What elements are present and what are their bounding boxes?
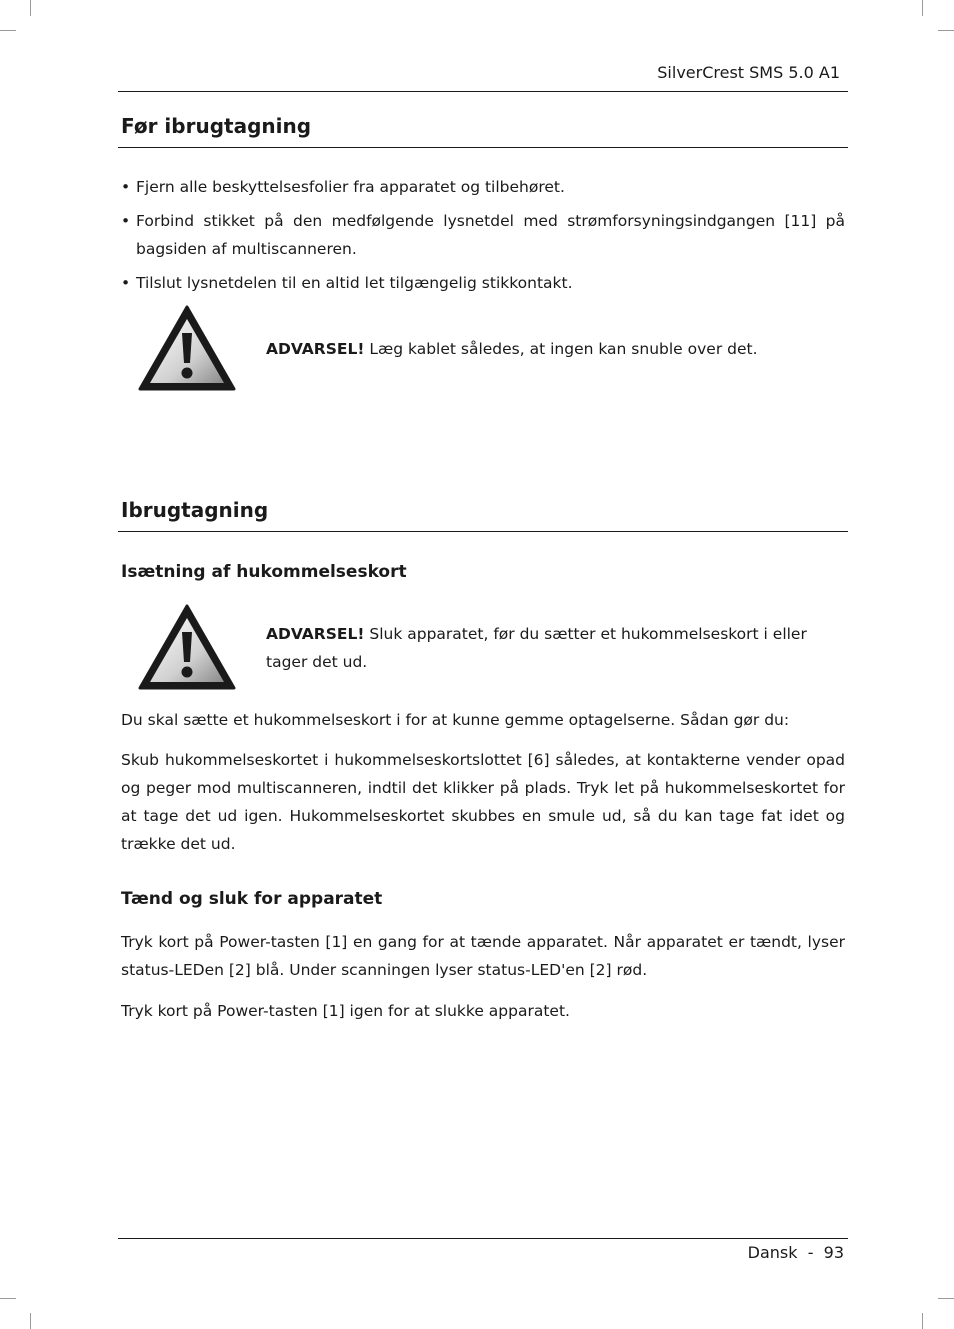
crop-mark <box>938 30 954 31</box>
bullet-item <box>121 207 845 263</box>
paragraph: Skub hukommelseskortet i hukommelseskortslottet [6] således, at kontakterne vender opad og peger mod multiscanneren, indtil det klikker på plads. Tryk let på hukommelseskortet for at tage det ud igen. Hukommelseskortet skubbes en smule ud, så du kan tage fat idet og trække det ud. <box>121 751 845 853</box>
warning-triangle-icon <box>138 604 236 690</box>
header-rule <box>118 91 848 92</box>
bullet-text: Tilslut lysnetdelen til en altid let tilgængelig stikkontakt. <box>136 274 573 292</box>
warning-label: ADVARSEL! <box>266 340 365 358</box>
page-number: 93 <box>823 1243 844 1262</box>
warning-text <box>266 335 846 363</box>
paragraph: Tryk kort på Power-tasten [1] igen for at slukke apparatet. <box>121 1002 570 1020</box>
crop-mark <box>938 1298 954 1299</box>
bullet-item <box>121 173 845 201</box>
bullet-item <box>121 269 845 297</box>
section-rule <box>118 147 848 148</box>
header-title: SilverCrest SMS 5.0 A1 <box>657 63 840 82</box>
crop-mark <box>0 30 16 31</box>
footer-language: Dansk <box>747 1243 798 1262</box>
paragraph: Tryk kort på Power-tasten [1] en gang for at tænde apparatet. Når apparatet er tændt, lyser status-LEDen [2] blå. Under scanningen lyser status-LED'en [2] rød. <box>121 933 845 979</box>
subheading-isaetning: Isætning af hukommelseskort <box>121 562 407 582</box>
footer-rule <box>118 1238 848 1239</box>
section-heading-foer-ibrugtagning: Før ibrugtagning <box>121 114 312 138</box>
subheading-taend-og-sluk: Tænd og sluk for apparatet <box>121 889 383 909</box>
warning-message: Læg kablet således, at ingen kan snuble over det. <box>364 340 758 358</box>
section-rule <box>118 531 848 532</box>
crop-mark <box>30 0 31 16</box>
crop-mark <box>0 1298 16 1299</box>
bullet-dot-icon: • <box>121 212 131 230</box>
warning-label: ADVARSEL! <box>266 625 365 643</box>
warning-message: Sluk apparatet, før du sætter et hukommelseskort i eller tager det ud. <box>266 625 807 671</box>
bullet-text: Fjern alle beskyttelsesfolier fra apparatet og tilbehøret. <box>136 178 565 196</box>
section-heading-ibrugtagning: Ibrugtagning <box>121 498 269 522</box>
warning-triangle-icon <box>138 305 236 391</box>
footer-separator: - <box>807 1243 814 1262</box>
bullet-dot-icon: • <box>121 274 131 292</box>
footer-page-info <box>748 1243 844 1262</box>
warning-text <box>266 620 846 676</box>
crop-mark <box>922 0 923 16</box>
paragraph: Du skal sætte et hukommelseskort i for at kunne gemme optagelserne. Sådan gør du: <box>121 711 790 729</box>
bullet-dot-icon: • <box>121 178 131 196</box>
crop-mark <box>30 1313 31 1329</box>
crop-mark <box>922 1313 923 1329</box>
bullet-text: Forbind stikket på den medfølgende lysnetdel med strømforsyningsindgangen [11] på bagsiden af multiscanneren. <box>136 212 845 258</box>
